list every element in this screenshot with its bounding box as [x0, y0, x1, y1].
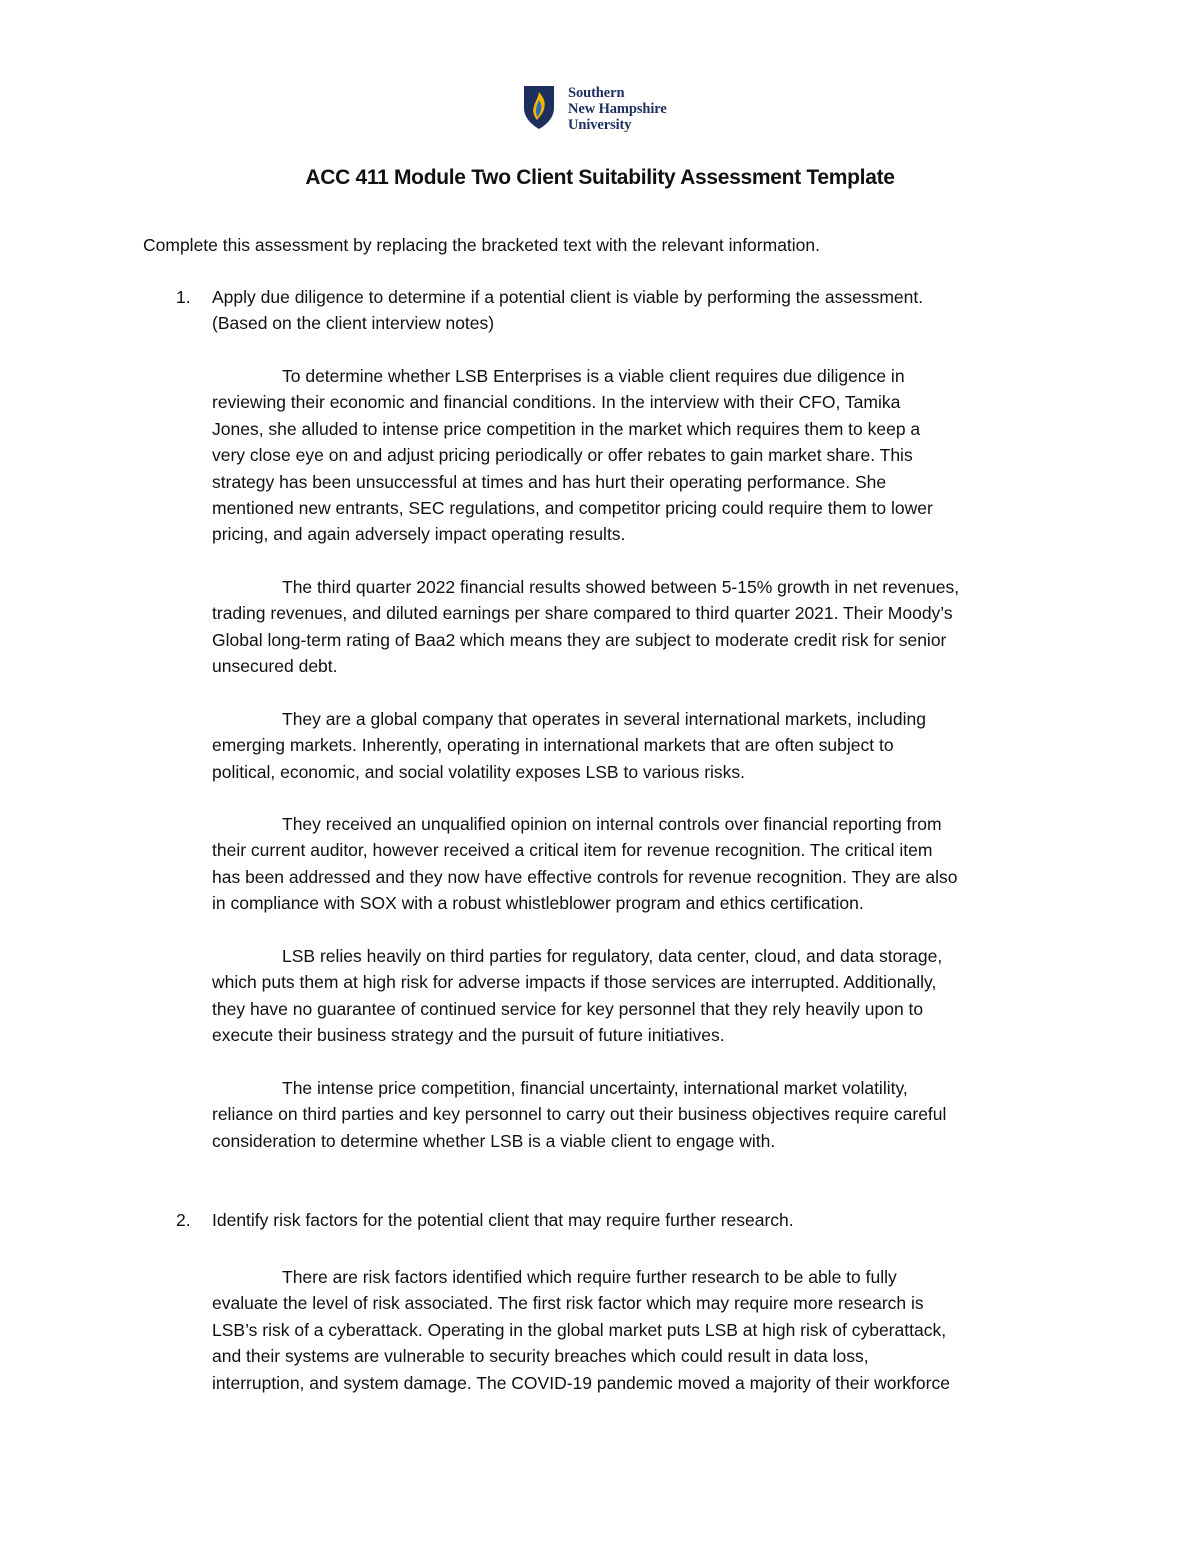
item-2-paragraph-1 — [212, 1264, 1072, 1396]
item-1-paragraph-5 — [212, 943, 1072, 1049]
paragraph-line: interruption, and system damage. The COVID-19 pandemic moved a majority of their workforce — [212, 1372, 950, 1393]
university-logo — [522, 84, 667, 132]
paragraph-line: very close eye on and adjust pricing periodically or offer rebates to gain market share. This — [212, 445, 913, 466]
paragraph-line: political, economic, and social volatility exposes LSB to various risks. — [212, 761, 746, 782]
paragraph-line: They received an unqualified opinion on internal controls over financial reporting from — [282, 814, 942, 834]
shield-flame-icon — [522, 84, 556, 130]
paragraph-line: LSB relies heavily on third parties for regulatory, data center, cloud, and data storage, — [282, 946, 943, 966]
item-1-paragraph-4 — [212, 811, 1072, 917]
item-1-number: 1. — [176, 287, 191, 307]
paragraph-line: has been addressed and they now have effective controls for revenue recognition. They are also — [212, 866, 958, 887]
paragraph-line: trading revenues, and diluted earnings per share compared to third quarter 2021. Their Moody’s — [212, 603, 953, 624]
logo-wordmark — [568, 85, 667, 133]
item-1-paragraph-6 — [212, 1075, 1072, 1154]
paragraph-line: The third quarter 2022 financial results showed between 5-15% growth in net revenues, — [282, 577, 960, 597]
logo-line-3: University — [568, 117, 632, 133]
paragraph-line: reviewing their economic and financial conditions. In the interview with their CFO, Tamika — [212, 392, 901, 413]
paragraph-line: execute their business strategy and the pursuit of future initiatives. — [212, 1025, 725, 1046]
document-title: ACC 411 Module Two Client Suitability Assessment Template — [305, 166, 895, 189]
paragraph-line: mentioned new entrants, SEC regulations, and competitor pricing could require them to lower — [212, 498, 933, 519]
paragraph-line: strategy has been unsuccessful at times and has hurt their operating performance. She — [212, 471, 887, 492]
instructions-text: Complete this assessment by replacing the bracketed text with the relevant information. — [143, 235, 821, 255]
paragraph-line: pricing, and again adversely impact operating results. — [212, 524, 626, 545]
paragraph-line: LSB’s risk of a cyberattack. Operating in the global market puts LSB at high risk of cyberattack, — [212, 1319, 947, 1340]
item-2-number: 2. — [176, 1210, 191, 1230]
paragraph-line: There are risk factors identified which require further research to be able to fully — [282, 1267, 897, 1287]
item-1-paragraph-1 — [212, 363, 1072, 548]
item-2-prompt — [212, 1207, 1072, 1233]
item-1-prompt — [212, 284, 1072, 337]
paragraph-line: unsecured debt. — [212, 656, 338, 677]
paragraph-line: their current auditor, however received a critical item for revenue recognition. The critical item — [212, 840, 933, 861]
paragraph-line: To determine whether LSB Enterprises is a viable client requires due diligence in — [282, 366, 905, 386]
paragraph-line: evaluate the level of risk associated. The first risk factor which may require more research is — [212, 1293, 924, 1314]
paragraph-line: and their systems are vulnerable to security breaches which could result in data loss, — [212, 1346, 869, 1367]
item-1-paragraph-2 — [212, 574, 1072, 680]
paragraph-line: The intense price competition, financial uncertainty, international market volatility, — [282, 1078, 908, 1098]
paragraph-line: emerging markets. Inherently, operating in international markets that are often subject to — [212, 735, 894, 756]
paragraph-line: Jones, she alluded to intense price competition in the market which requires them to keep a — [212, 418, 921, 439]
paragraph-line: in compliance with SOX with a robust whistleblower program and ethics certification. — [212, 893, 864, 914]
paragraph-line: reliance on third parties and key personnel to carry out their business objectives require careful — [212, 1104, 947, 1125]
paragraph-line: consideration to determine whether LSB is a viable client to engage with. — [212, 1130, 776, 1151]
paragraph-line: They are a global company that operates in several international markets, including — [282, 709, 926, 729]
paragraph-line: Global long-term rating of Baa2 which means they are subject to moderate credit risk for senior — [212, 629, 947, 650]
logo-line-1: Southern — [568, 85, 625, 101]
item-1-prompt-line: Apply due diligence to determine if a potential client is viable by performing the assessment. — [212, 287, 924, 307]
item-1-prompt-line: (Based on the client interview notes) — [212, 313, 495, 334]
item-2-prompt-line: Identify risk factors for the potential client that may require further research. — [212, 1210, 794, 1230]
paragraph-line: they have no guarantee of continued service for key personnel that they rely heavily upon to — [212, 998, 924, 1019]
item-1-paragraph-3 — [212, 706, 1072, 785]
logo-line-2: New Hampshire — [568, 101, 667, 117]
paragraph-line: which puts them at high risk for adverse impacts if those services are interrupted. Additionally, — [212, 972, 937, 993]
